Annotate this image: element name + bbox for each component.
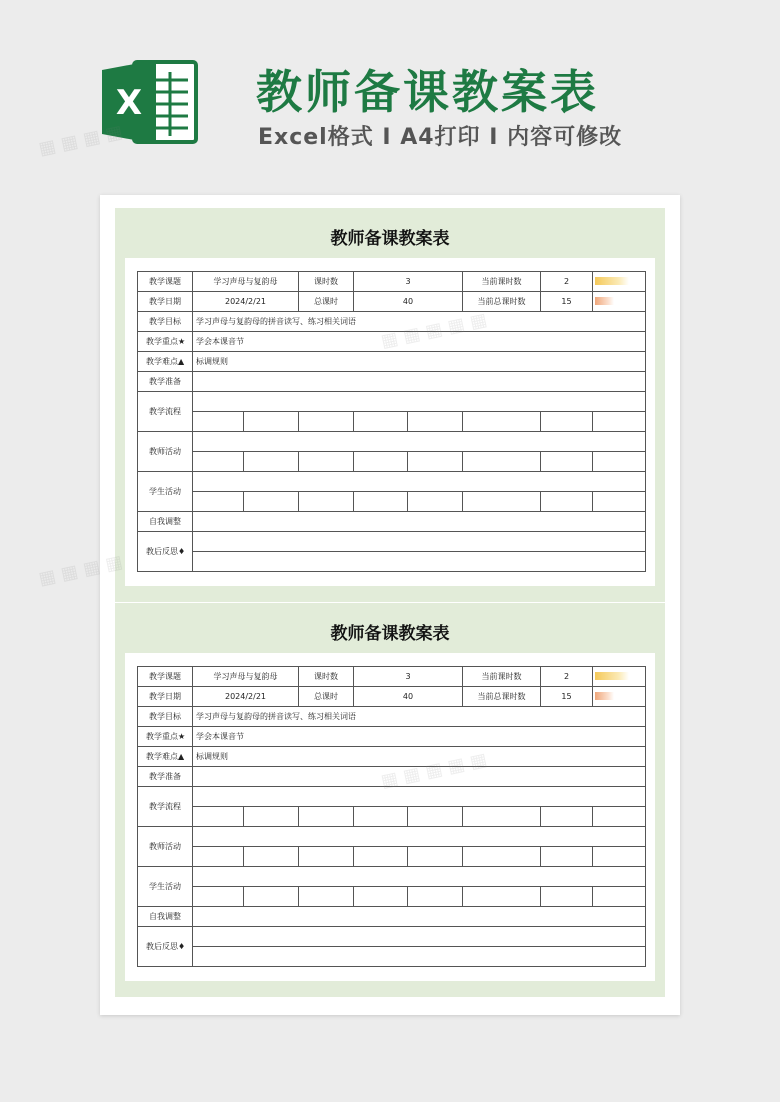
process-cell[interactable] — [463, 807, 541, 827]
teacher-activity-cell[interactable] — [408, 452, 463, 472]
difficulty-value[interactable]: 标调规则 — [193, 352, 646, 372]
student-activity-cell[interactable] — [193, 472, 646, 492]
prep-label: 教学准备 — [138, 767, 193, 787]
reflection-value[interactable] — [193, 532, 646, 552]
student-activity-cell[interactable] — [541, 887, 593, 907]
process-cell[interactable] — [408, 412, 463, 432]
topic-label: 教学课题 — [138, 272, 193, 292]
prep-value[interactable] — [193, 767, 646, 787]
process-cell[interactable] — [354, 412, 408, 432]
teacher-activity-cell[interactable] — [463, 847, 541, 867]
lesson-card — [125, 653, 655, 981]
table-row — [138, 492, 646, 512]
total-hours-value[interactable]: 40 — [354, 687, 463, 707]
total-hours-value[interactable]: 40 — [354, 292, 463, 312]
table-row — [138, 552, 646, 572]
student-activity-cell[interactable] — [193, 492, 244, 512]
student-activity-cell[interactable] — [593, 492, 646, 512]
difficulty-value[interactable]: 标调规则 — [193, 747, 646, 767]
self-adjust-label: 自我调整 — [138, 512, 193, 532]
goal-value[interactable]: 学习声母与复韵母的拼音读写、练习相关词语 — [193, 707, 646, 727]
student-activity-label: 学生活动 — [138, 867, 193, 907]
difficulty-label: 教学难点▲ — [138, 747, 193, 767]
topic-value[interactable]: 学习声母与复韵母 — [193, 667, 299, 687]
table-row — [138, 707, 646, 727]
process-cell[interactable] — [193, 412, 244, 432]
student-activity-cell[interactable] — [408, 887, 463, 907]
date-label: 教学日期 — [138, 292, 193, 312]
self-adjust-value[interactable] — [193, 907, 646, 927]
teacher-activity-cell[interactable] — [354, 847, 408, 867]
table-row — [138, 667, 646, 687]
reflection-label: 教后反思♦ — [138, 927, 193, 967]
student-activity-cell[interactable] — [354, 492, 408, 512]
current-total-bar — [593, 687, 646, 707]
current-hours-value[interactable]: 2 — [541, 667, 593, 687]
lesson-plan-table — [137, 271, 646, 572]
process-cell[interactable] — [193, 787, 646, 807]
process-cell[interactable] — [541, 412, 593, 432]
process-label: 教学流程 — [138, 392, 193, 432]
process-cell[interactable] — [299, 807, 354, 827]
table-row — [138, 392, 646, 412]
lesson-card — [125, 258, 655, 586]
table-row — [138, 332, 646, 352]
goal-label: 教学目标 — [138, 707, 193, 727]
teacher-activity-cell[interactable] — [193, 847, 244, 867]
table-row — [138, 847, 646, 867]
document-paper — [100, 195, 680, 1015]
teacher-activity-cell[interactable] — [244, 452, 299, 472]
current-hours-label: 当前课时数 — [463, 272, 541, 292]
student-activity-cell[interactable] — [593, 887, 646, 907]
student-activity-cell[interactable] — [193, 887, 244, 907]
student-activity-cell[interactable] — [541, 492, 593, 512]
table-row — [138, 272, 646, 292]
current-hours-bar — [593, 667, 646, 687]
table-row — [138, 867, 646, 887]
total-hours-label: 总课时 — [299, 292, 354, 312]
table-row — [138, 292, 646, 312]
current-hours-value[interactable]: 2 — [541, 272, 593, 292]
process-cell[interactable] — [299, 412, 354, 432]
table-row — [138, 747, 646, 767]
student-activity-cell[interactable] — [463, 887, 541, 907]
current-total-label: 当前总课时数 — [463, 292, 541, 312]
table-row — [138, 532, 646, 552]
reflection-value[interactable] — [193, 927, 646, 947]
student-activity-label: 学生活动 — [138, 472, 193, 512]
process-label: 教学流程 — [138, 787, 193, 827]
teacher-activity-cell[interactable] — [354, 452, 408, 472]
process-cell[interactable] — [193, 807, 244, 827]
table-row — [138, 352, 646, 372]
teacher-activity-label: 教师活动 — [138, 827, 193, 867]
process-cell[interactable] — [593, 412, 646, 432]
table-row — [138, 452, 646, 472]
hours-value[interactable]: 3 — [354, 667, 463, 687]
reflection-label: 教后反思♦ — [138, 532, 193, 572]
student-activity-cell[interactable] — [244, 492, 299, 512]
student-activity-cell[interactable] — [408, 492, 463, 512]
table-row — [138, 887, 646, 907]
table-row — [138, 907, 646, 927]
teacher-activity-cell[interactable] — [244, 847, 299, 867]
hours-value[interactable]: 3 — [354, 272, 463, 292]
current-total-bar — [593, 292, 646, 312]
current-hours-bar — [593, 272, 646, 292]
logo-letter: X — [115, 83, 143, 123]
difficulty-label: 教学难点▲ — [138, 352, 193, 372]
excel-logo-icon — [100, 56, 200, 148]
teacher-activity-cell[interactable] — [193, 452, 244, 472]
goal-value[interactable]: 学习声母与复韵母的拼音读写、练习相关词语 — [193, 312, 646, 332]
table-row — [138, 312, 646, 332]
key-point-value[interactable]: 学会本课音节 — [193, 727, 646, 747]
student-activity-cell[interactable] — [354, 887, 408, 907]
process-cell[interactable] — [354, 807, 408, 827]
process-cell[interactable] — [593, 807, 646, 827]
sheet-title: 教师备课教案表 — [330, 624, 450, 644]
table-row — [138, 827, 646, 847]
table-row — [138, 687, 646, 707]
current-total-label: 当前总课时数 — [463, 687, 541, 707]
current-hours-label: 当前课时数 — [463, 667, 541, 687]
total-hours-label: 总课时 — [299, 687, 354, 707]
reflection-value[interactable] — [193, 552, 646, 572]
date-label: 教学日期 — [138, 687, 193, 707]
topic-label: 教学课题 — [138, 667, 193, 687]
topic-value[interactable]: 学习声母与复韵母 — [193, 272, 299, 292]
goal-label: 教学目标 — [138, 312, 193, 332]
current-total-value[interactable]: 15 — [541, 292, 593, 312]
watermark: ▦ ▦ ▦ ▦ — [36, 121, 125, 160]
sheet-title: 教师备课教案表 — [330, 229, 450, 249]
table-row — [138, 787, 646, 807]
process-cell[interactable] — [193, 392, 646, 412]
teacher-activity-cell[interactable] — [299, 847, 354, 867]
table-row — [138, 372, 646, 392]
teacher-activity-label: 教师活动 — [138, 432, 193, 472]
teacher-activity-cell[interactable] — [593, 847, 646, 867]
teacher-activity-cell[interactable] — [593, 452, 646, 472]
self-adjust-value[interactable] — [193, 512, 646, 532]
hours-label: 课时数 — [299, 272, 354, 292]
watermark: ▦ ▦ ▦ ▦ — [36, 551, 125, 590]
teacher-activity-cell[interactable] — [541, 847, 593, 867]
key-point-label: 教学重点★ — [138, 727, 193, 747]
table-row — [138, 432, 646, 452]
table-row — [138, 927, 646, 947]
table-row — [138, 727, 646, 747]
key-point-label: 教学重点★ — [138, 332, 193, 352]
page-subtitle: Excel格式 I A4打印 I 内容可修改 — [258, 125, 623, 150]
key-point-value[interactable]: 学会本课音节 — [193, 332, 646, 352]
student-activity-cell[interactable] — [463, 492, 541, 512]
table-row — [138, 947, 646, 967]
process-cell[interactable] — [541, 807, 593, 827]
process-cell[interactable] — [408, 807, 463, 827]
reflection-value[interactable] — [193, 947, 646, 967]
table-row — [138, 512, 646, 532]
lesson-plan-table — [137, 666, 646, 967]
process-cell[interactable] — [244, 412, 299, 432]
table-row — [138, 807, 646, 827]
teacher-activity-cell[interactable] — [541, 452, 593, 472]
lesson-sheet — [115, 603, 665, 997]
current-total-value[interactable]: 15 — [541, 687, 593, 707]
page-title: 教师备课教案表 — [256, 65, 599, 119]
table-row — [138, 412, 646, 432]
teacher-activity-cell[interactable] — [193, 432, 646, 452]
teacher-activity-cell[interactable] — [299, 452, 354, 472]
date-value[interactable]: 2024/2/21 — [193, 292, 299, 312]
student-activity-cell[interactable] — [299, 492, 354, 512]
process-cell[interactable] — [244, 807, 299, 827]
prep-value[interactable] — [193, 372, 646, 392]
lesson-sheet — [115, 208, 665, 602]
student-activity-cell[interactable] — [299, 887, 354, 907]
prep-label: 教学准备 — [138, 372, 193, 392]
hours-label: 课时数 — [299, 667, 354, 687]
teacher-activity-cell[interactable] — [408, 847, 463, 867]
teacher-activity-cell[interactable] — [463, 452, 541, 472]
self-adjust-label: 自我调整 — [138, 907, 193, 927]
table-row — [138, 472, 646, 492]
student-activity-cell[interactable] — [244, 887, 299, 907]
table-row — [138, 767, 646, 787]
process-cell[interactable] — [463, 412, 541, 432]
teacher-activity-cell[interactable] — [193, 827, 646, 847]
date-value[interactable]: 2024/2/21 — [193, 687, 299, 707]
student-activity-cell[interactable] — [193, 867, 646, 887]
